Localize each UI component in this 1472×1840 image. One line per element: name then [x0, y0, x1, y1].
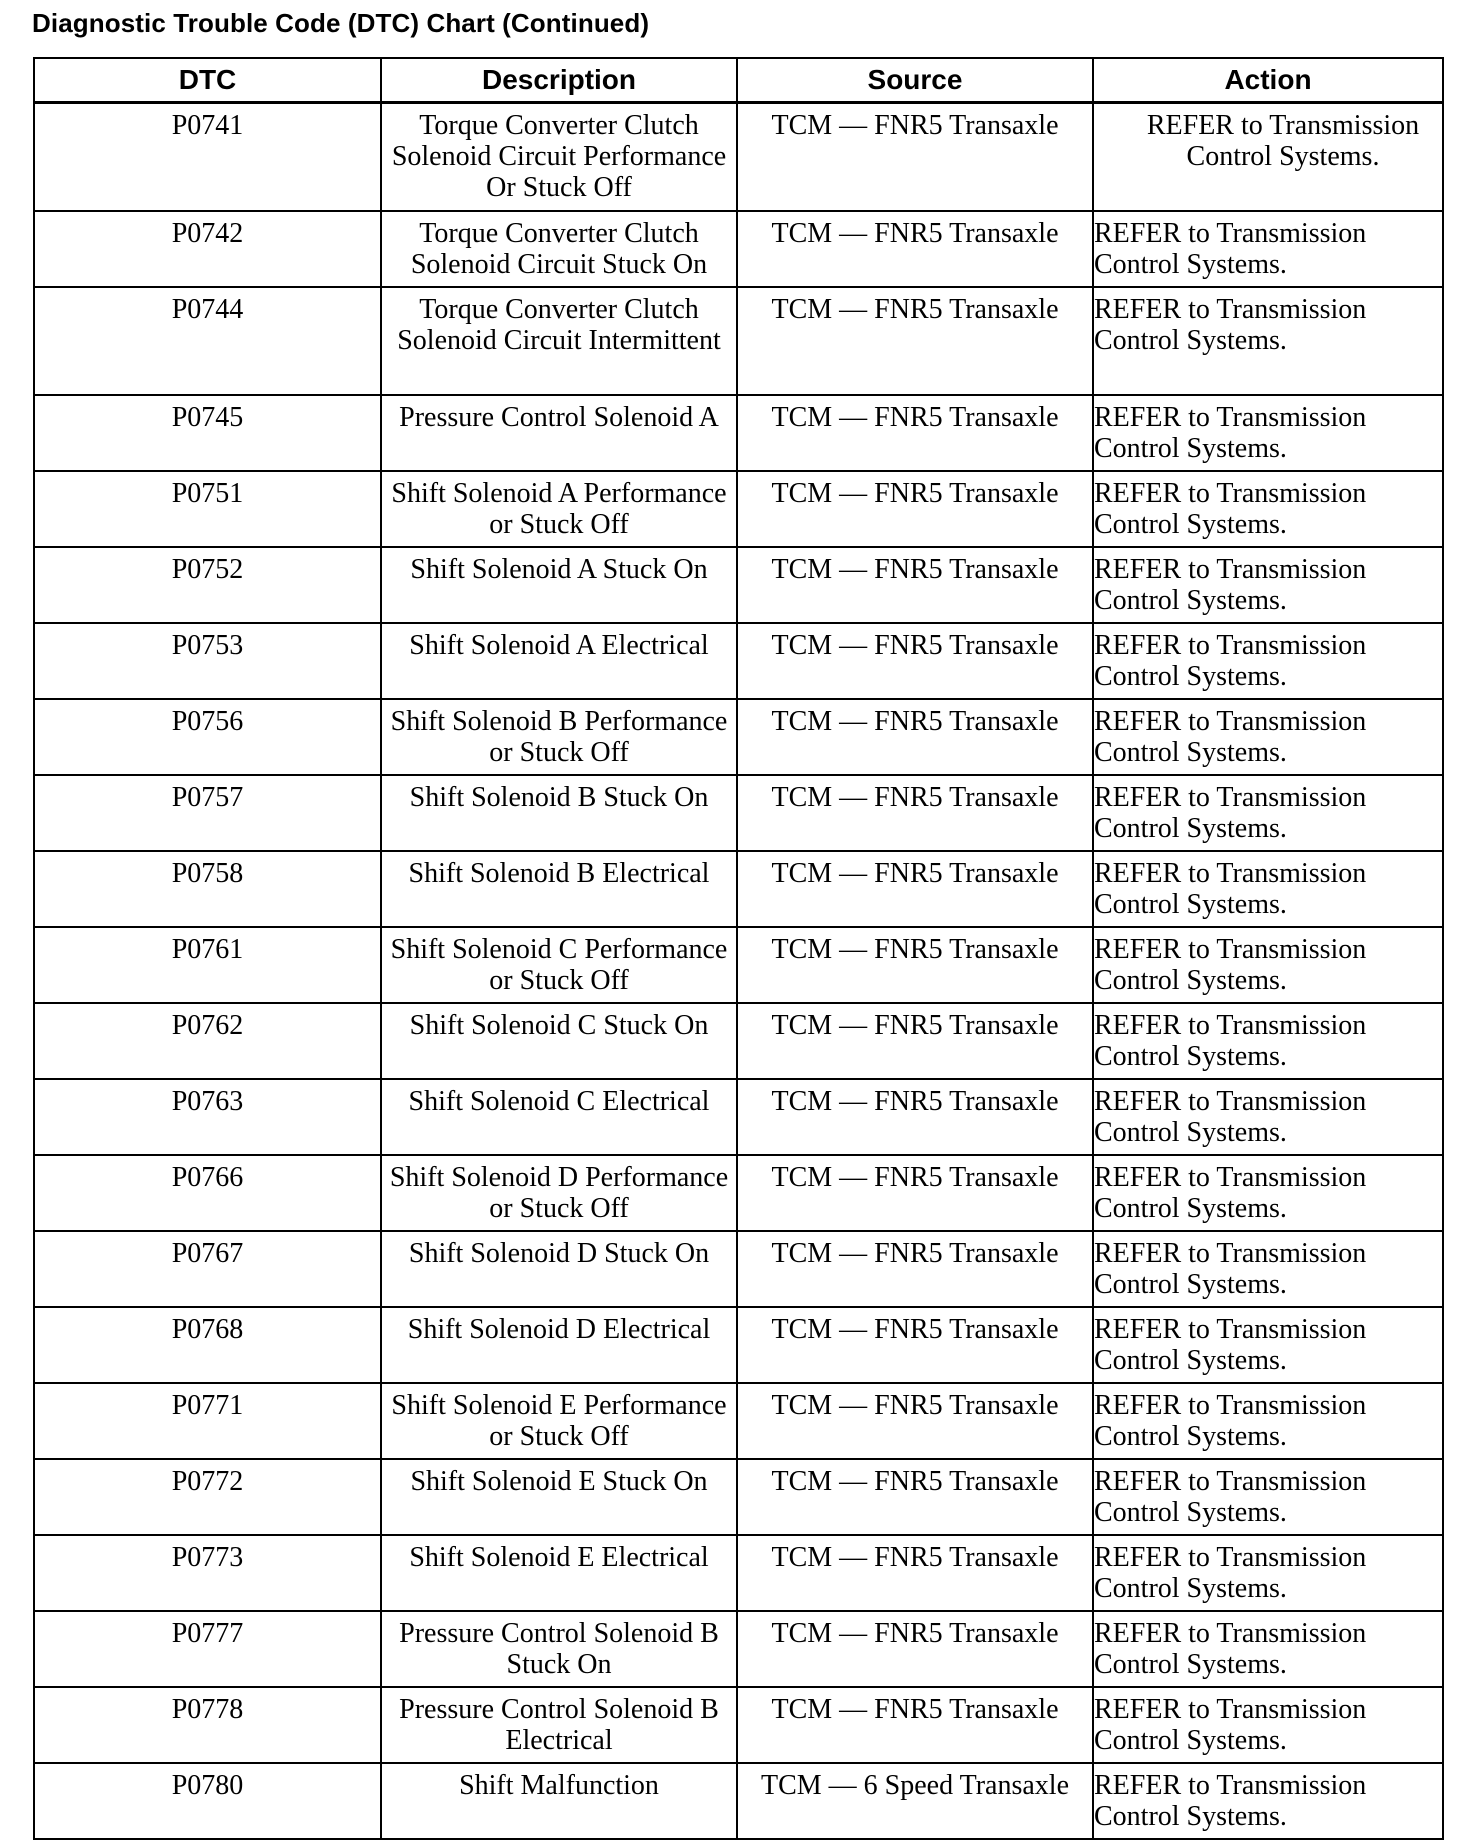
- table-row: [34, 1079, 1443, 1155]
- dtc-code: P0780: [34, 1763, 381, 1839]
- dtc-action: REFER to Transmission Control Systems.: [1093, 287, 1443, 395]
- table-row: [34, 1459, 1443, 1535]
- dtc-description: Shift Solenoid E Electrical: [381, 1535, 737, 1611]
- table-row: [34, 471, 1443, 547]
- table-row: [34, 103, 1443, 212]
- dtc-action: REFER to Transmission Control Systems.: [1093, 211, 1443, 287]
- dtc-description: Torque Converter Clutch Solenoid Circuit Intermittent: [381, 287, 737, 395]
- dtc-code: P0752: [34, 547, 381, 623]
- dtc-description: Shift Solenoid A Electrical: [381, 623, 737, 699]
- dtc-source: TCM — FNR5 Transaxle: [737, 1611, 1093, 1687]
- dtc-source: TCM — FNR5 Transaxle: [737, 211, 1093, 287]
- dtc-description: Shift Solenoid B Electrical: [381, 851, 737, 927]
- dtc-source: TCM — FNR5 Transaxle: [737, 1231, 1093, 1307]
- table-row: [34, 1003, 1443, 1079]
- dtc-code: P0768: [34, 1307, 381, 1383]
- table-row: [34, 699, 1443, 775]
- dtc-code: P0778: [34, 1687, 381, 1763]
- dtc-code: P0762: [34, 1003, 381, 1079]
- table-row: [34, 395, 1443, 471]
- dtc-description: Shift Malfunction: [381, 1763, 737, 1839]
- table-header-row: [34, 58, 1443, 103]
- dtc-description: Shift Solenoid D Performance or Stuck Off: [381, 1155, 737, 1231]
- dtc-action: REFER to Transmission Control Systems.: [1093, 103, 1443, 212]
- dtc-description: Shift Solenoid E Stuck On: [381, 1459, 737, 1535]
- table-row: [34, 1535, 1443, 1611]
- table-row: [34, 623, 1443, 699]
- dtc-action: REFER to Transmission Control Systems.: [1093, 927, 1443, 1003]
- dtc-action: REFER to Transmission Control Systems.: [1093, 1003, 1443, 1079]
- dtc-source: TCM — 6 Speed Transaxle: [737, 1763, 1093, 1839]
- dtc-source: TCM — FNR5 Transaxle: [737, 1383, 1093, 1459]
- dtc-code: P0756: [34, 699, 381, 775]
- dtc-code: P0741: [34, 103, 381, 212]
- table-row: [34, 1763, 1443, 1839]
- table-row: [34, 1155, 1443, 1231]
- dtc-description: Shift Solenoid C Electrical: [381, 1079, 737, 1155]
- column-header-dtc: DTC: [34, 58, 381, 103]
- dtc-source: TCM — FNR5 Transaxle: [737, 1459, 1093, 1535]
- dtc-source: TCM — FNR5 Transaxle: [737, 1687, 1093, 1763]
- column-header-action: Action: [1093, 58, 1443, 103]
- dtc-code: P0766: [34, 1155, 381, 1231]
- dtc-description: Torque Converter Clutch Solenoid Circuit Performance Or Stuck Off: [381, 103, 737, 212]
- page-title: Diagnostic Trouble Code (DTC) Chart (Continued): [32, 8, 650, 38]
- dtc-description: Shift Solenoid A Performance or Stuck Off: [381, 471, 737, 547]
- dtc-description: Torque Converter Clutch Solenoid Circuit Stuck On: [381, 211, 737, 287]
- dtc-code: P0763: [34, 1079, 381, 1155]
- dtc-action: REFER to Transmission Control Systems.: [1093, 1763, 1443, 1839]
- table-row: [34, 1687, 1443, 1763]
- dtc-source: TCM — FNR5 Transaxle: [737, 1079, 1093, 1155]
- dtc-code: P0745: [34, 395, 381, 471]
- column-header-description: Description: [381, 58, 737, 103]
- dtc-code: P0773: [34, 1535, 381, 1611]
- dtc-code: P0751: [34, 471, 381, 547]
- dtc-action: REFER to Transmission Control Systems.: [1093, 699, 1443, 775]
- dtc-action: REFER to Transmission Control Systems.: [1093, 1459, 1443, 1535]
- dtc-source: TCM — FNR5 Transaxle: [737, 699, 1093, 775]
- table-row: [34, 211, 1443, 287]
- dtc-source: TCM — FNR5 Transaxle: [737, 1307, 1093, 1383]
- dtc-description: Shift Solenoid B Stuck On: [381, 775, 737, 851]
- table-row: [34, 1231, 1443, 1307]
- dtc-description: Pressure Control Solenoid A: [381, 395, 737, 471]
- dtc-source: TCM — FNR5 Transaxle: [737, 927, 1093, 1003]
- dtc-description: Shift Solenoid A Stuck On: [381, 547, 737, 623]
- dtc-code: P0757: [34, 775, 381, 851]
- dtc-description: Shift Solenoid B Performance or Stuck Off: [381, 699, 737, 775]
- dtc-code: P0767: [34, 1231, 381, 1307]
- table-row: [34, 775, 1443, 851]
- table-row: [34, 547, 1443, 623]
- dtc-action: REFER to Transmission Control Systems.: [1093, 775, 1443, 851]
- table-row: [34, 927, 1443, 1003]
- dtc-action: REFER to Transmission Control Systems.: [1093, 1383, 1443, 1459]
- table-body: [34, 103, 1443, 1840]
- dtc-code: P0744: [34, 287, 381, 395]
- dtc-source: TCM — FNR5 Transaxle: [737, 623, 1093, 699]
- table-row: [34, 287, 1443, 395]
- column-header-source: Source: [737, 58, 1093, 103]
- dtc-code: P0772: [34, 1459, 381, 1535]
- dtc-action: REFER to Transmission Control Systems.: [1093, 1307, 1443, 1383]
- dtc-action: REFER to Transmission Control Systems.: [1093, 395, 1443, 471]
- dtc-description: Pressure Control Solenoid B Stuck On: [381, 1611, 737, 1687]
- dtc-source: TCM — FNR5 Transaxle: [737, 1535, 1093, 1611]
- dtc-code: P0758: [34, 851, 381, 927]
- table-row: [34, 1307, 1443, 1383]
- dtc-description: Shift Solenoid D Stuck On: [381, 1231, 737, 1307]
- dtc-code: P0777: [34, 1611, 381, 1687]
- dtc-source: TCM — FNR5 Transaxle: [737, 547, 1093, 623]
- dtc-action: REFER to Transmission Control Systems.: [1093, 1231, 1443, 1307]
- dtc-description: Pressure Control Solenoid B Electrical: [381, 1687, 737, 1763]
- table-row: [34, 851, 1443, 927]
- table-row: [34, 1611, 1443, 1687]
- dtc-source: TCM — FNR5 Transaxle: [737, 1003, 1093, 1079]
- dtc-source: TCM — FNR5 Transaxle: [737, 287, 1093, 395]
- dtc-action: REFER to Transmission Control Systems.: [1093, 1079, 1443, 1155]
- dtc-description: Shift Solenoid C Performance or Stuck Off: [381, 927, 737, 1003]
- dtc-code: P0761: [34, 927, 381, 1003]
- dtc-action: REFER to Transmission Control Systems.: [1093, 547, 1443, 623]
- dtc-source: TCM — FNR5 Transaxle: [737, 395, 1093, 471]
- table-row: [34, 1383, 1443, 1459]
- dtc-source: TCM — FNR5 Transaxle: [737, 775, 1093, 851]
- dtc-chart-table: [33, 57, 1444, 1840]
- dtc-code: P0753: [34, 623, 381, 699]
- dtc-description: Shift Solenoid D Electrical: [381, 1307, 737, 1383]
- dtc-action: REFER to Transmission Control Systems.: [1093, 623, 1443, 699]
- dtc-action: REFER to Transmission Control Systems.: [1093, 1611, 1443, 1687]
- dtc-source: TCM — FNR5 Transaxle: [737, 1155, 1093, 1231]
- dtc-code: P0771: [34, 1383, 381, 1459]
- dtc-action: REFER to Transmission Control Systems.: [1093, 1155, 1443, 1231]
- dtc-description: Shift Solenoid C Stuck On: [381, 1003, 737, 1079]
- dtc-description: Shift Solenoid E Performance or Stuck Off: [381, 1383, 737, 1459]
- dtc-source: TCM — FNR5 Transaxle: [737, 471, 1093, 547]
- dtc-code: P0742: [34, 211, 381, 287]
- dtc-action: REFER to Transmission Control Systems.: [1093, 851, 1443, 927]
- dtc-action: REFER to Transmission Control Systems.: [1093, 471, 1443, 547]
- dtc-source: TCM — FNR5 Transaxle: [737, 851, 1093, 927]
- dtc-action: REFER to Transmission Control Systems.: [1093, 1687, 1443, 1763]
- dtc-action: REFER to Transmission Control Systems.: [1093, 1535, 1443, 1611]
- dtc-source: TCM — FNR5 Transaxle: [737, 103, 1093, 212]
